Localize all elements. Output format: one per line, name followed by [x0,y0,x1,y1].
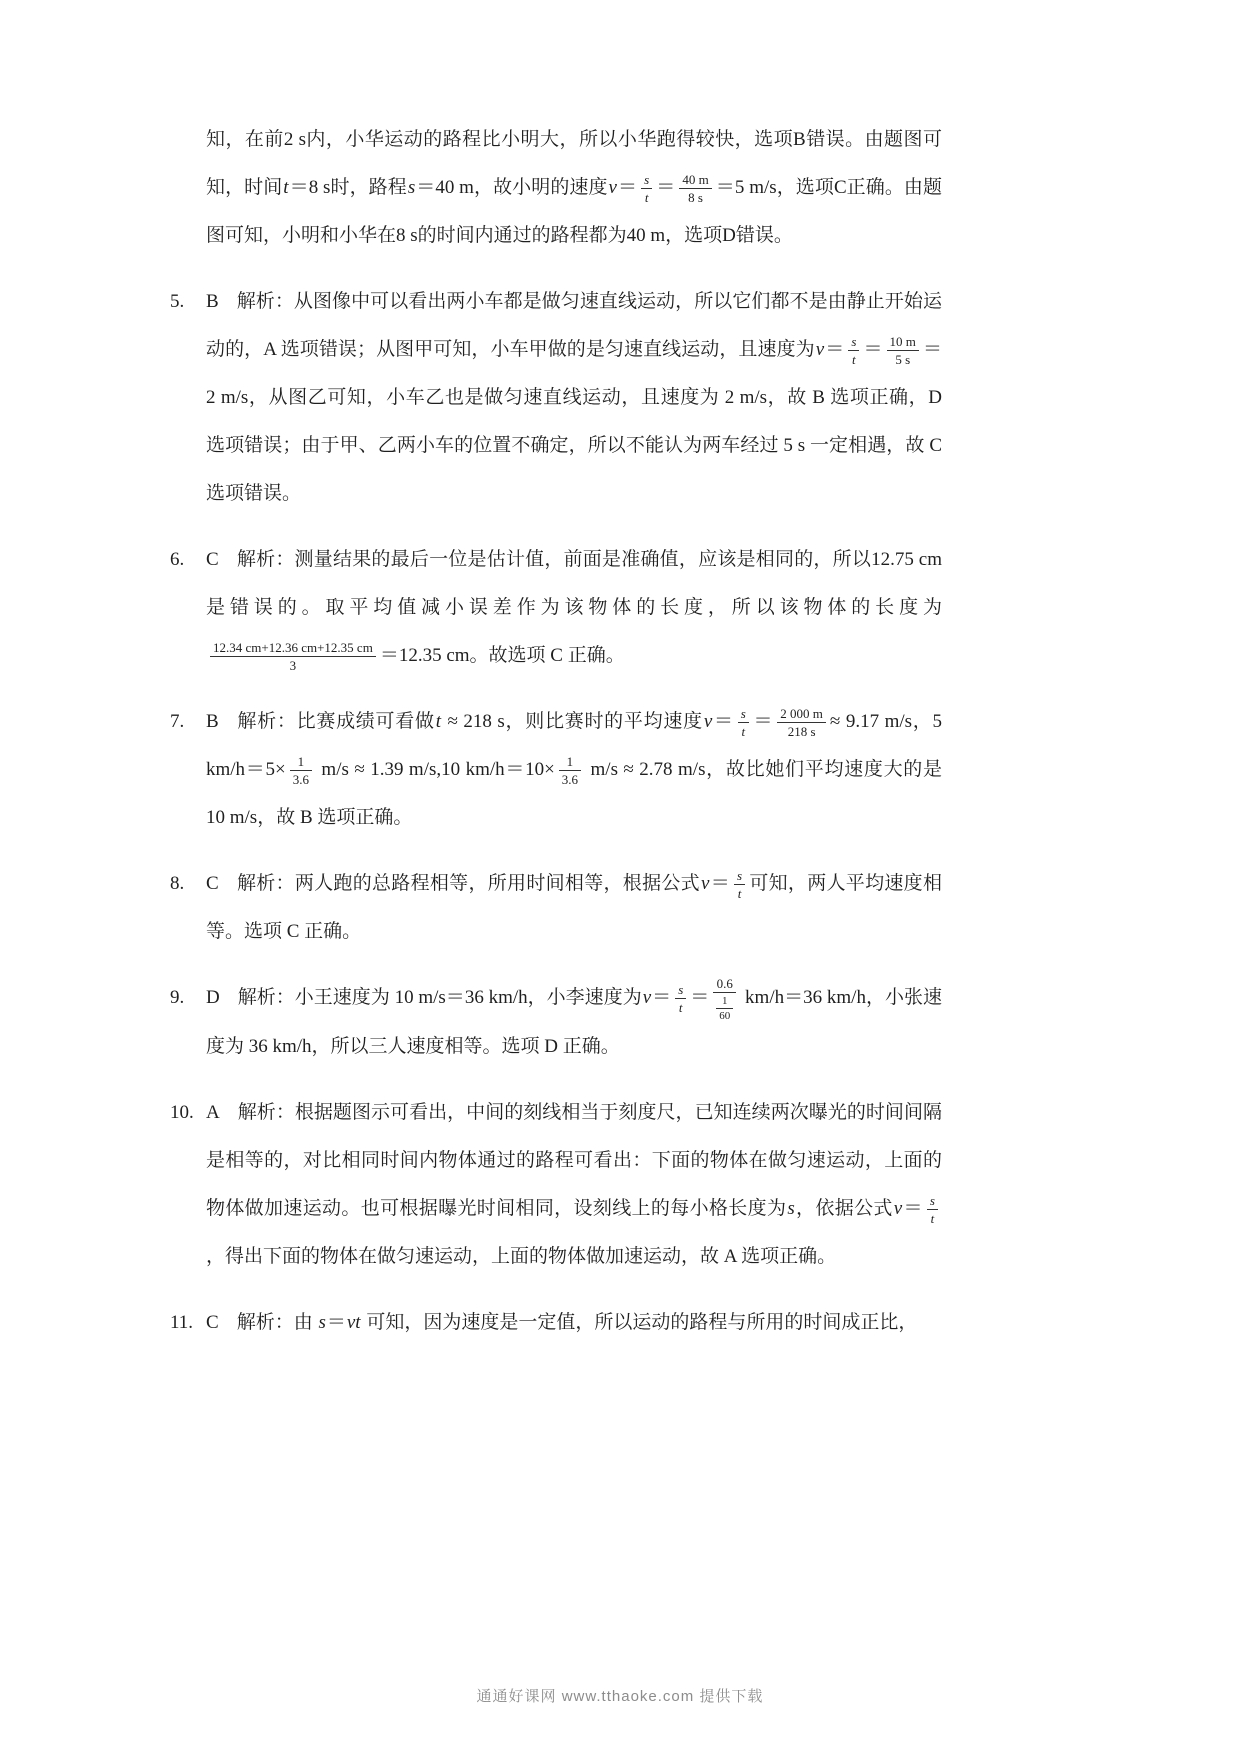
text-run: ，得出下面的物体在做匀速运动，上面的物体做加速运动，故 A 选项正确。 [206,1245,837,1267]
fraction [679,171,711,206]
answer-item-7 [170,698,942,842]
fraction-numerator: 0.6 [713,975,736,993]
text-run: ≈ 9.17 m/s，5 km/h＝5× [206,711,942,780]
answer-item-10 [170,1089,942,1281]
text-run: 可知，两人平均速度相等。选项 C 正确。 [206,873,942,942]
answer-item-11 [170,1299,942,1347]
fraction [290,753,312,788]
math-variable: s [407,177,416,198]
math-variable: v [608,177,617,198]
math-variable: t [435,711,442,732]
math-variable: v [700,873,710,894]
nested-fraction [713,975,736,1023]
math-variable: v [703,711,713,732]
fraction [738,705,749,740]
fraction-denominator: t [930,1210,935,1226]
fraction-denominator: 218 s [787,724,816,740]
text-run: ，依据公式 [795,1197,893,1219]
answer-item-9 [170,974,942,1071]
answer-letter: D [206,987,220,1008]
fraction-denominator: t [644,190,649,206]
text-run: 可知，因为速度是一定值，所以运动的路程与所用的时间成正比， [361,1311,918,1333]
text-run: ＝5 m/s，选项C正确。由题图可知，小明和小华在8 s的时间内通过的路程都为40 m，选项D错误。 [206,177,942,246]
answers-list [170,116,942,1347]
fraction-numerator: s [675,981,686,999]
item-number: 7. [170,711,185,732]
text-run: 解析：两人跑的总路程相等，所用时间相等，根据公式 [236,873,700,894]
text-run: m/s ≈ 2.78 m/s，故比她们平均速度大的是10 m/s，故 B 选项正确。 [206,759,942,828]
text-run: ＝ [326,1311,346,1333]
item-number: 6. [170,549,185,570]
text-run: ≈ 218 s，则比赛时的平均速度 [442,711,703,732]
fraction-denominator: 3 [289,658,297,674]
document-page [170,116,942,1365]
answer-letter: C [206,549,219,570]
fraction-denominator [713,993,736,1023]
item-number: 11. [170,1311,194,1333]
text-run: 解析：从图像中可以看出两小车都是做匀速直线运动，所以它们都不是由静止开始运动的，A 选项错误；从图甲可知，小车甲做的是匀速直线运动，且速度为 [206,291,942,360]
fraction-denominator: 3.6 [561,772,579,788]
answer-item-continuation [170,116,942,260]
text-run: 解析：比赛成绩可看做 [236,711,435,732]
text-run: ＝ [863,339,883,360]
fraction [210,639,376,674]
fraction-numerator: s [641,171,652,189]
text-run: m/s ≈ 1.39 m/s,10 km/h＝10× [315,759,555,780]
fraction-numerator: s [848,333,859,351]
fraction-numerator: 40 m [679,171,711,189]
text-run: ＝ [825,339,845,360]
text-run: ＝ [617,177,638,198]
math-variable: s [787,1197,795,1219]
fraction [734,867,745,902]
item-number: 8. [170,873,185,894]
answer-letter: C [206,873,219,894]
math-variable: v [642,987,652,1008]
fraction-numerator: s [738,705,749,723]
text-run: 知，在前2 s内，小华运动的路程比小明大，所以小华跑得较快，选项B错误。由题图可知，时间 [206,129,942,198]
text-run: ＝ [710,873,730,894]
item-number: 5. [170,291,185,312]
answer-letter: B [206,711,219,732]
text-run: ＝ [903,1197,923,1219]
fraction-denominator: 60 [719,1009,731,1022]
answer-letter: B [206,291,219,312]
fraction [777,705,826,740]
text-run: ＝40 m，故小明的速度 [416,177,608,198]
text-run: ＝ [652,987,672,1008]
answer-letter: A [206,1101,220,1123]
item-number: 10. [170,1101,194,1123]
fraction-numerator: 1 [716,994,733,1009]
footer-watermark [0,1685,1240,1706]
inner-fraction [716,994,733,1023]
fraction [887,333,919,368]
fraction [848,333,859,368]
text-run: ＝ [752,711,774,732]
fraction [559,753,581,788]
answer-item-6 [170,536,942,680]
fraction-denominator: t [852,352,856,368]
text-run: km/h＝36 km/h，小张速度为 36 km/h，所以三人速度相等。选项 D 正确。 [206,987,942,1057]
fraction-denominator: t [737,886,742,902]
answer-item-8 [170,860,942,956]
answer-item-5 [170,278,942,518]
text-run: 解析：根据题图示可看出，中间的刻线相当于刻度尺，已知连续两次曝光的时间间隔是相等的，对比相同时间内物体通过的路程可看出：下面的物体在做匀速运动，上面的物体做加速运动。也可根据曝光时间相同，设刻线上的每小格长度为 [206,1101,942,1219]
math-variable: vt [346,1311,361,1333]
text-run: 解析：测量结果的最后一位是估计值，前面是准确值，应该是相同的，所以12.75 cm 是错误的。取平均值减小误差作为该物体的长度，所以该物体的长度为 [206,549,942,618]
text-run: ＝ [690,987,710,1008]
text-run: 解析：由 [236,1311,318,1333]
fraction-numerator: s [927,1192,938,1210]
text-run: 解析：小王速度为 10 m/s＝36 km/h，小李速度为 [237,987,642,1008]
fraction-numerator: 12.34 cm+12.36 cm+12.35 cm [210,639,376,657]
math-variable: s [318,1311,326,1333]
text-run: ＝8 s时，路程 [289,177,407,198]
text-run: ＝12.35 cm。故选项 C 正确。 [379,645,625,666]
fraction-numerator: s [734,867,745,885]
fraction-numerator: 2 000 m [777,705,826,723]
item-number: 9. [170,987,185,1008]
fraction-denominator: 3.6 [292,772,309,788]
answer-letter: C [206,1311,219,1333]
footer-text: 通通好课网 www.tthaoke.com 提供下载 [476,1688,764,1705]
fraction-numerator: 1 [559,753,581,771]
fraction-denominator: 5 s [895,352,911,368]
math-variable: v [893,1197,903,1219]
fraction [641,171,652,206]
text-run: ＝ [713,711,734,732]
fraction [927,1192,938,1227]
text-run: ＝2 m/s，从图乙可知，小车乙也是做匀速直线运动，且速度为 2 m/s，故 B 选项正确，D 选项错误；由于甲、乙两小车的位置不确定，所以不能认为两车经过 5 s 一定相遇，故 C 选项错误。 [206,339,942,504]
fraction-numerator: 10 m [887,333,919,351]
math-variable: t [283,177,289,198]
fraction-denominator: 8 s [688,190,703,206]
fraction [675,981,686,1016]
math-variable: v [815,339,825,360]
fraction-numerator: 1 [290,753,312,771]
text-run: ＝ [656,177,676,198]
fraction-denominator: t [678,1000,683,1016]
fraction-denominator: t [741,724,746,740]
